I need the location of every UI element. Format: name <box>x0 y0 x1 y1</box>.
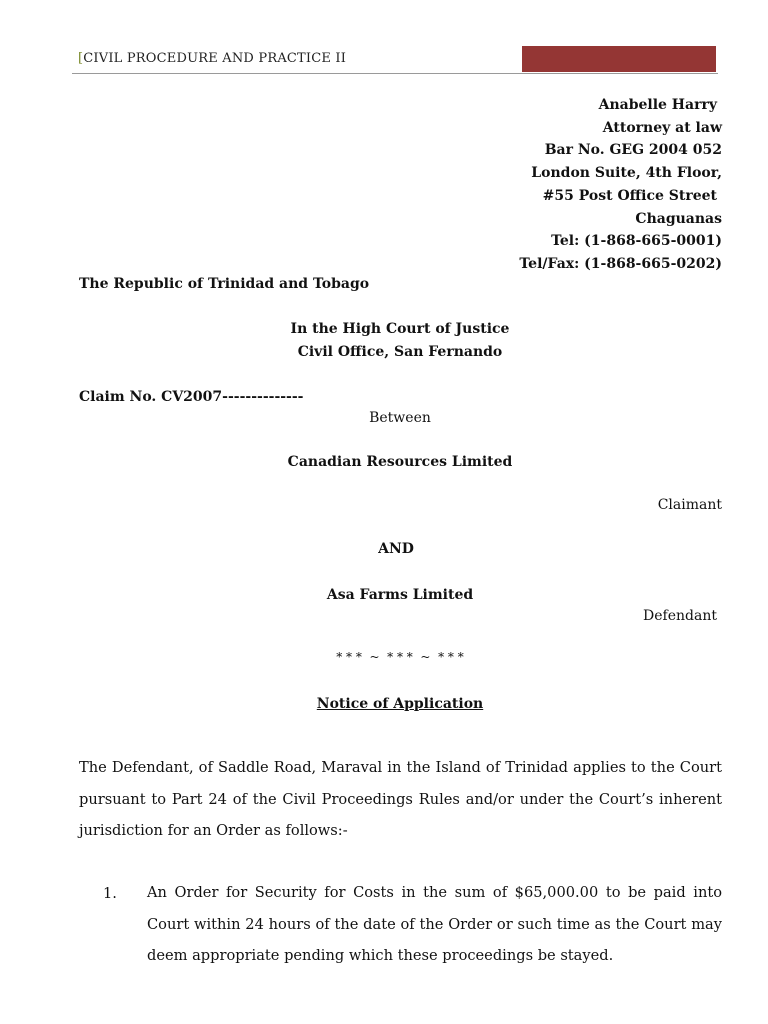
item-text <box>147 877 722 972</box>
intro-line: The Defendant, of Saddle Road, Maraval in the Island of Trinidad applies to the Court <box>79 759 722 776</box>
header-accent-block <box>522 46 716 72</box>
attorney-block <box>519 94 722 276</box>
item-line: An Order for Security for Costs in the sum of $65,000.00 to be paid into <box>147 884 722 901</box>
attorney-tel: Tel: (1-868-665-0001) <box>551 233 722 250</box>
attorney-city: Chaguanas <box>635 210 722 227</box>
attorney-name: Anabelle Harry <box>598 97 717 113</box>
defendant-name: Asa Farms Limited <box>326 587 474 603</box>
item-number: 1. <box>103 885 117 902</box>
intro-paragraph <box>79 752 722 847</box>
separator: * * * ~ * * * ~ * * * <box>336 650 464 664</box>
page-header <box>72 44 718 74</box>
court-office: Civil Office, San Fernando <box>297 344 503 360</box>
attorney-fax: Tel/Fax: (1-868-665-0202) <box>519 255 722 272</box>
court-heading: In the High Court of Justice <box>290 321 510 337</box>
attorney-suite: London Suite, 4th Floor, <box>531 165 722 182</box>
attorney-street: #55 Post Office Street <box>542 187 717 204</box>
header-title-text: CIVIL PROCEDURE AND PRACTICE II <box>83 51 347 66</box>
claimant-name: Canadian Resources Limited <box>287 454 513 470</box>
republic-heading: The Republic of Trinidad and Tobago <box>79 276 370 292</box>
defendant-label: Defendant <box>643 608 717 624</box>
header-rule <box>72 73 718 74</box>
attorney-bar-no: Bar No. GEG 2004 052 <box>544 142 722 159</box>
item-line: deem appropriate pending which these proceedings be stayed. <box>147 947 614 965</box>
between-label: Between <box>369 410 431 426</box>
claim-number: Claim No. CV2007-------------- <box>79 389 304 405</box>
header-title <box>78 51 346 66</box>
and-label: AND <box>378 541 414 557</box>
intro-line: jurisdiction for an Order as follows:- <box>79 822 348 840</box>
claimant-label: Claimant <box>657 497 722 513</box>
item-line: Court within 24 hours of the date of the Order or such time as the Court may <box>147 915 722 933</box>
header-bracket: [ <box>78 51 84 66</box>
attorney-title: Attorney at law <box>602 119 722 136</box>
intro-line: pursuant to Part 24 of the Civil Proceedings Rules and/or under the Court’s inherent <box>79 790 722 808</box>
notice-title: Notice of Application <box>316 696 484 712</box>
